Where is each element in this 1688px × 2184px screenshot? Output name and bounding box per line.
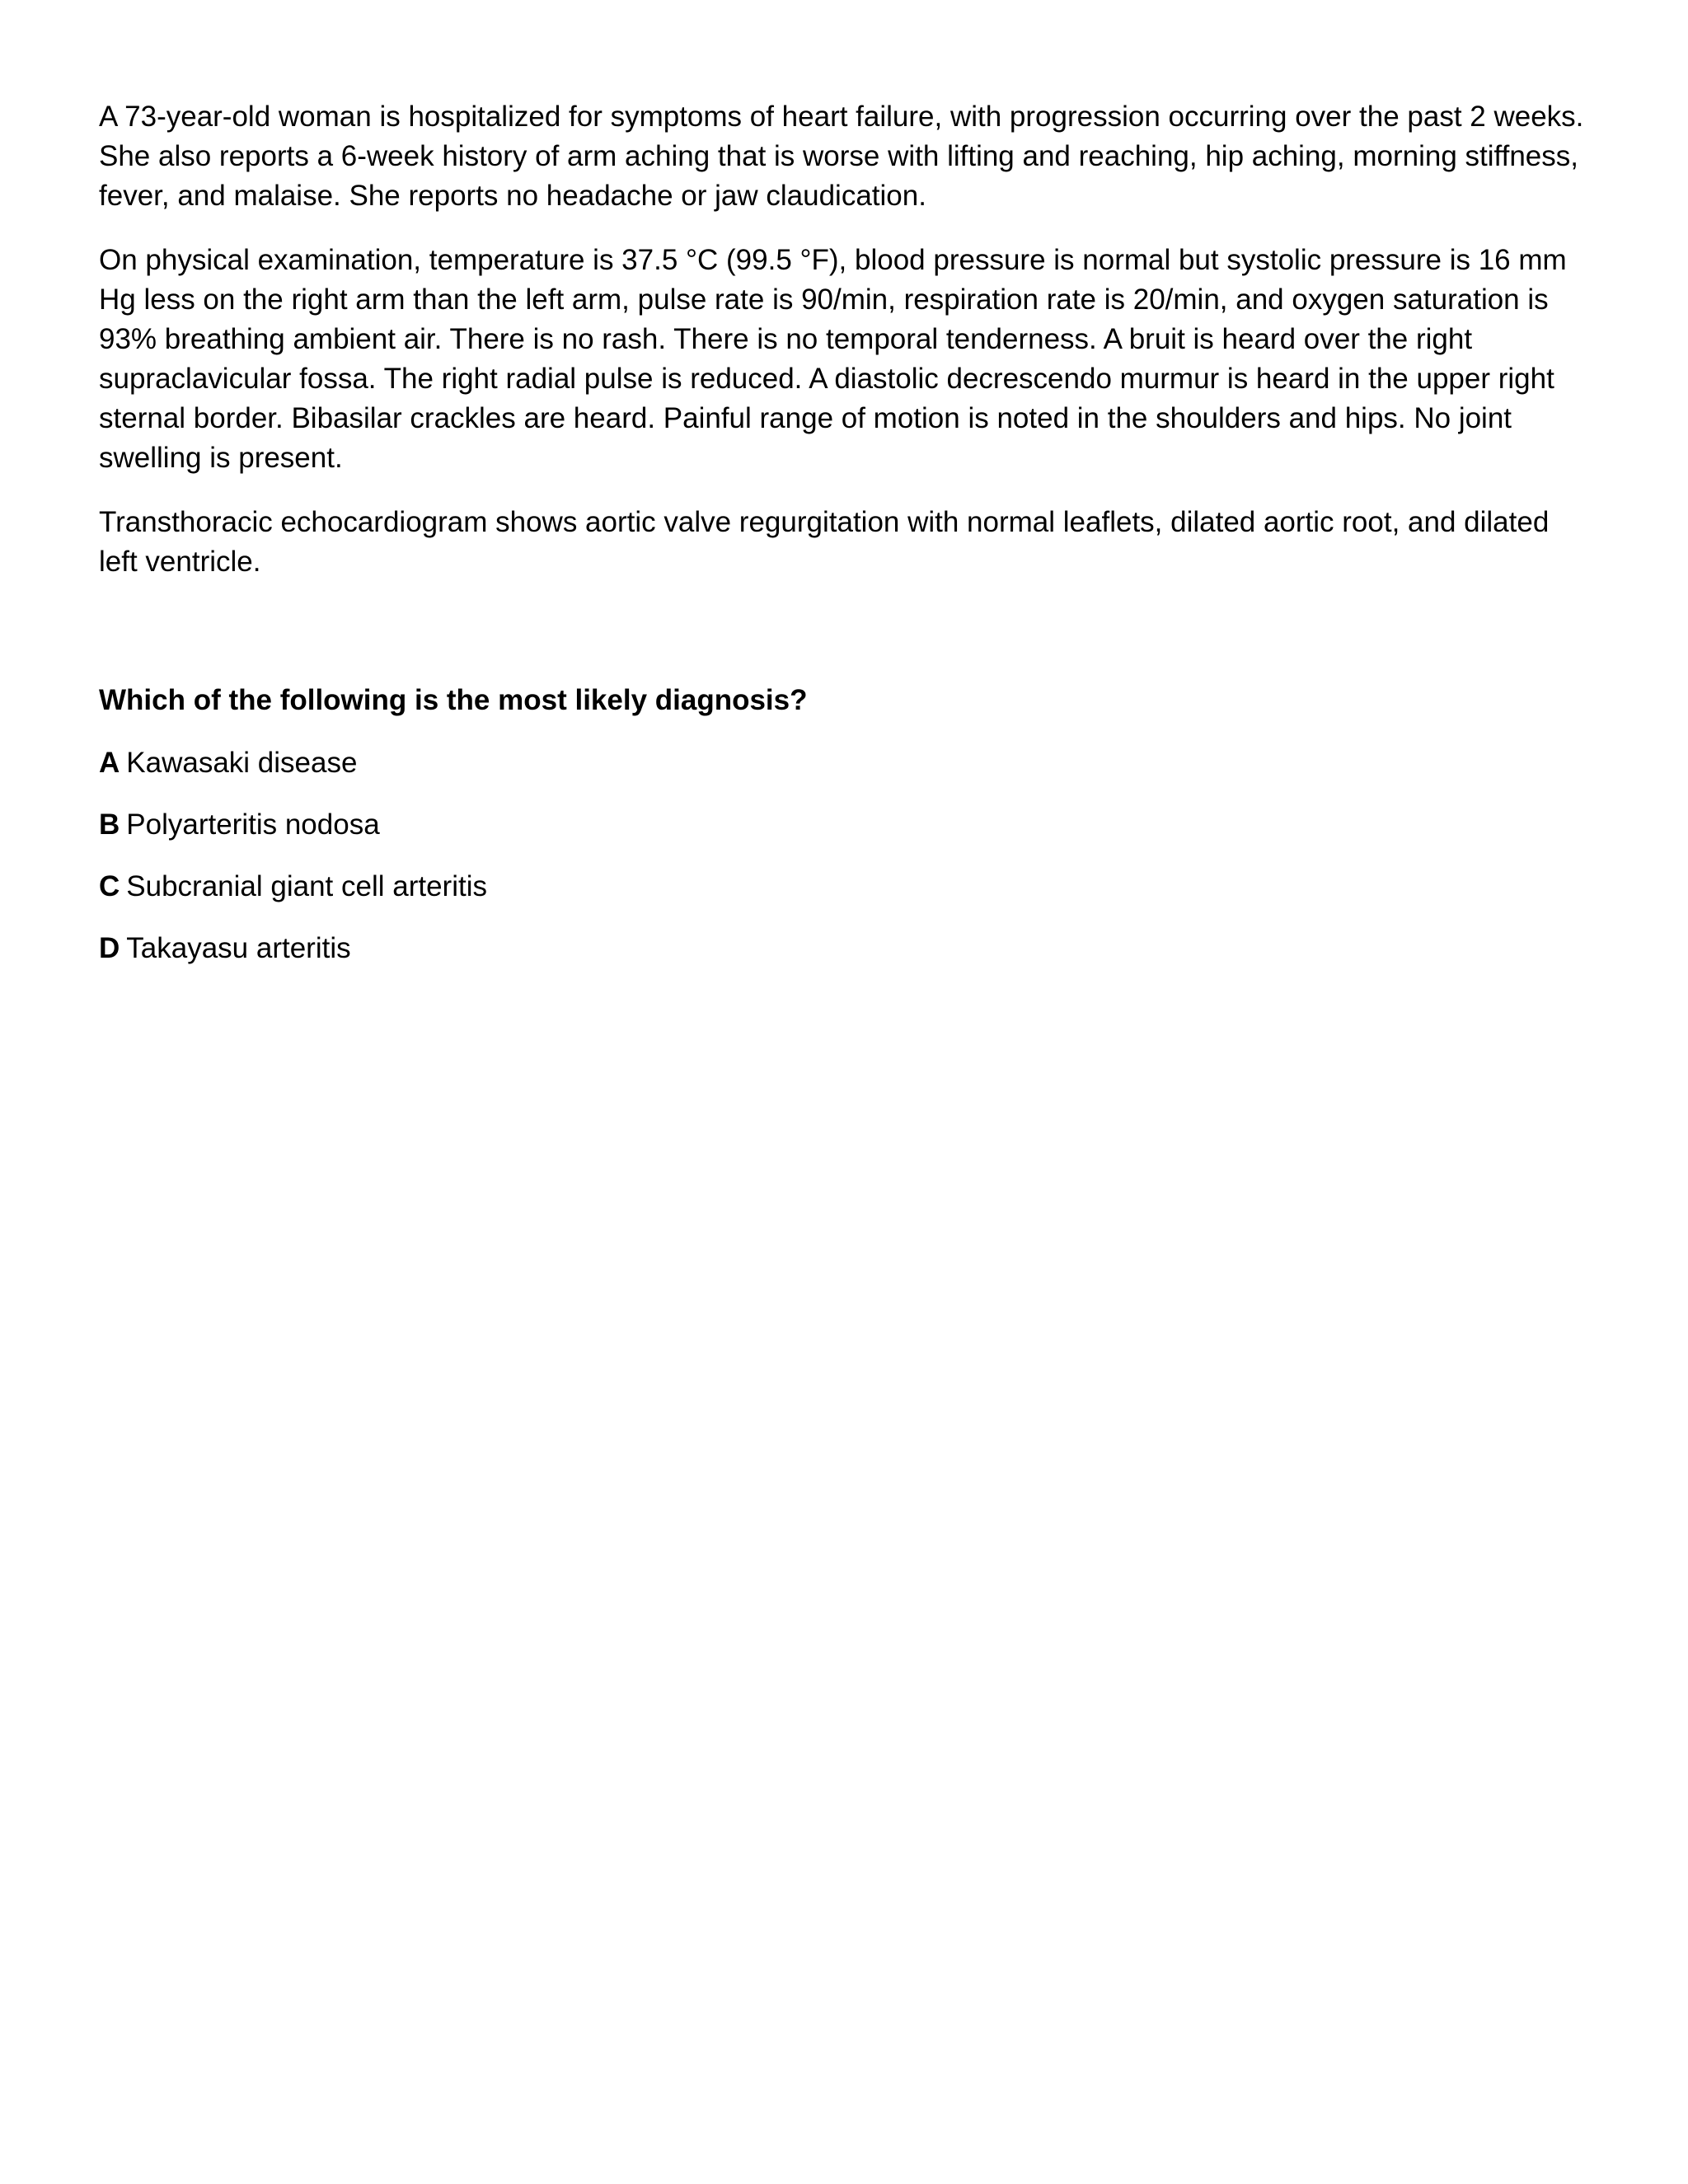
stem-paragraph-history: A 73-year-old woman is hospitalized for symptoms of heart failure, with progression occurring over the past 2 weeks. She also reports a 6-week history of arm aching that is worse with lifting and reaching, hip aching, morning stiffness, fever, and malaise. She reports no headache or jaw claudication.	[99, 101, 1584, 212]
option-letter: B	[99, 808, 120, 841]
answer-option-a[interactable]	[99, 743, 1591, 783]
option-letter: C	[99, 870, 120, 902]
option-text: Polyarteritis nodosa	[126, 808, 380, 841]
answer-option-d[interactable]	[99, 929, 1591, 968]
answer-option-b[interactable]	[99, 805, 1591, 845]
stem-paragraph-echo: Transthoracic echocardiogram shows aortic valve regurgitation with normal leaflets, dilated aortic root, and dilated left ventricle.	[99, 506, 1550, 578]
option-letter: D	[99, 932, 120, 964]
question-text: Which of the following is the most likely diagnosis?	[99, 684, 808, 716]
stem-paragraph-exam: On physical examination, temperature is 37.5 °C (99.5 °F), blood pressure is normal but systolic pressure is 16 mm Hg less on the right arm than the left arm, pulse rate is 90/min, respiration rate is 20/min, and oxygen saturation is 93% breathing ambient air. There is no rash. There is no temporal tenderness. A bruit is heard over the right supraclavicular fossa. The right radial pulse is reduced. A diastolic decrescendo murmur is heard in the upper right sternal border. Bibasilar crackles are heard. Painful range of motion is noted in the shoulders and hips. No joint swelling is present.	[99, 244, 1567, 474]
option-letter: A	[99, 747, 120, 779]
option-text: Takayasu arteritis	[126, 932, 351, 964]
option-text: Subcranial giant cell arteritis	[126, 870, 487, 902]
answer-option-c[interactable]	[99, 867, 1591, 907]
option-text: Kawasaki disease	[126, 747, 358, 779]
document-page	[99, 97, 1591, 991]
